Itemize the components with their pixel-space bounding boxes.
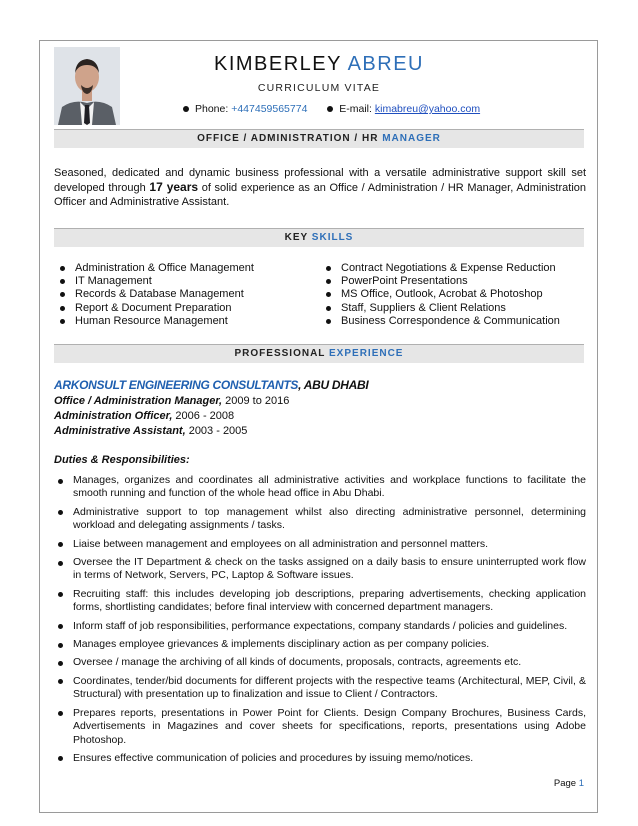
skills-band (54, 228, 584, 247)
skill-item: Contract Negotiations & Expense Reduction (322, 262, 560, 275)
name-last: ABREU (347, 53, 424, 75)
duty-item: Prepares reports, presentations in Power Point for Clients. Design Company Brochures, Business Cards, Advertisements in Magazines and cover sheets for specifications, reports, presentations using Adobe Photoshop. (54, 707, 586, 747)
skills-list-left (56, 262, 254, 328)
contact-line (183, 103, 480, 115)
document-subtitle: CURRICULUM VITAE (257, 82, 381, 94)
name-first: KIMBERLEY (214, 53, 342, 75)
skills-band-accent: SKILLS (311, 232, 354, 243)
title-band-main: OFFICE / ADMINISTRATION / HR (197, 133, 383, 144)
role-line (54, 425, 247, 437)
skill-item: Business Correspondence & Communication (322, 315, 560, 328)
skill-item: Records & Database Management (56, 288, 254, 301)
company-heading (54, 378, 368, 392)
skill-item: Report & Document Preparation (56, 302, 254, 315)
experience-band-accent: EXPERIENCE (329, 348, 404, 359)
page-number: Page 1 (553, 778, 584, 789)
email-link[interactable]: kimabreu@yahoo.com (374, 103, 481, 115)
phone-label: Phone: (195, 103, 232, 115)
candidate-name (0, 53, 638, 76)
duty-item: Coordinates, tender/bid documents for different projects with the respective teams (Architectural, MEP, Civil, & Structural) with presentation up to finalization and issue to Client / Contractors. (54, 675, 586, 702)
duty-item: Manages employee grievances & implements disciplinary action as per company policies. (54, 638, 586, 651)
professional-summary: Seasoned, dedicated and dynamic business professional with a versatile administrative support skill set developed through 17 years of solid experience as an Office / Administration / HR Manager, Administration Officer and Administrative Assistant. (54, 167, 587, 208)
duty-item: Manages, organizes and coordinates all administrative activities and workplace functions to facilitate the smooth running and function of the whole head office in Abu Dhabi. (54, 474, 586, 501)
role-dates: 2003 - 2005 (185, 425, 248, 437)
role-title: Administrative Assistant, (54, 425, 186, 437)
email-label: E-mail: (339, 103, 375, 115)
role-title: Office / Administration Manager, (54, 395, 223, 407)
role-dates: 2006 - 2008 (172, 410, 235, 422)
duty-item: Oversee the IT Department & check on the tasks assigned on a daily basis to ensure uninterrupted work flow in terms of Network, Servers, PC, Laptop & Software issues. (54, 556, 586, 583)
skill-item: Human Resource Management (56, 315, 254, 328)
years-highlight: 17 years (149, 180, 199, 194)
experience-band-main: PROFESSIONAL (234, 348, 330, 359)
role-line (54, 410, 234, 422)
skill-item: IT Management (56, 275, 254, 288)
title-band-accent: MANAGER (382, 133, 441, 144)
skills-band-main: KEY (284, 232, 312, 243)
bullet-icon (183, 106, 189, 112)
role-dates: 2009 to 2016 (222, 395, 290, 407)
experience-band (54, 344, 584, 363)
company-location: , ABU DHABI (298, 378, 369, 392)
duty-item: Inform staff of job responsibilities, performance expectations, company standards / policies and guidelines. (54, 620, 586, 633)
duty-item: Ensures effective communication of policies and procedures by issuing memo/notices. (54, 752, 586, 765)
duties-list (54, 474, 586, 770)
skill-item: Administration & Office Management (56, 262, 254, 275)
skill-item: Staff, Suppliers & Client Relations (322, 302, 560, 315)
role-title: Administration Officer, (54, 410, 173, 422)
skill-item: MS Office, Outlook, Acrobat & Photoshop (322, 288, 560, 301)
duty-item: Recruiting staff: this includes developing job descriptions, preparing advertisements, checking application forms, shortlisting candidates; before final interview with concerned department managers. (54, 588, 586, 615)
duty-item: Administrative support to top management whilst also directing administrative personnel, determining workload and delegating assignments / tasks. (54, 506, 586, 533)
company-name: ARKONSULT ENGINEERING CONSULTANTS (54, 378, 299, 392)
duties-heading: Duties & Responsibilities: (54, 454, 190, 466)
role-line (54, 395, 289, 407)
bullet-icon (327, 106, 333, 112)
skill-item: PowerPoint Presentations (322, 275, 560, 288)
phone-value: +447459565774 (231, 103, 308, 115)
title-band (54, 129, 584, 148)
duty-item: Liaise between management and employees on all administration and personnel matters. (54, 538, 586, 551)
skills-list-right (322, 262, 560, 328)
duty-item: Oversee / manage the archiving of all kinds of documents, proposals, contracts, agreements etc. (54, 656, 586, 669)
